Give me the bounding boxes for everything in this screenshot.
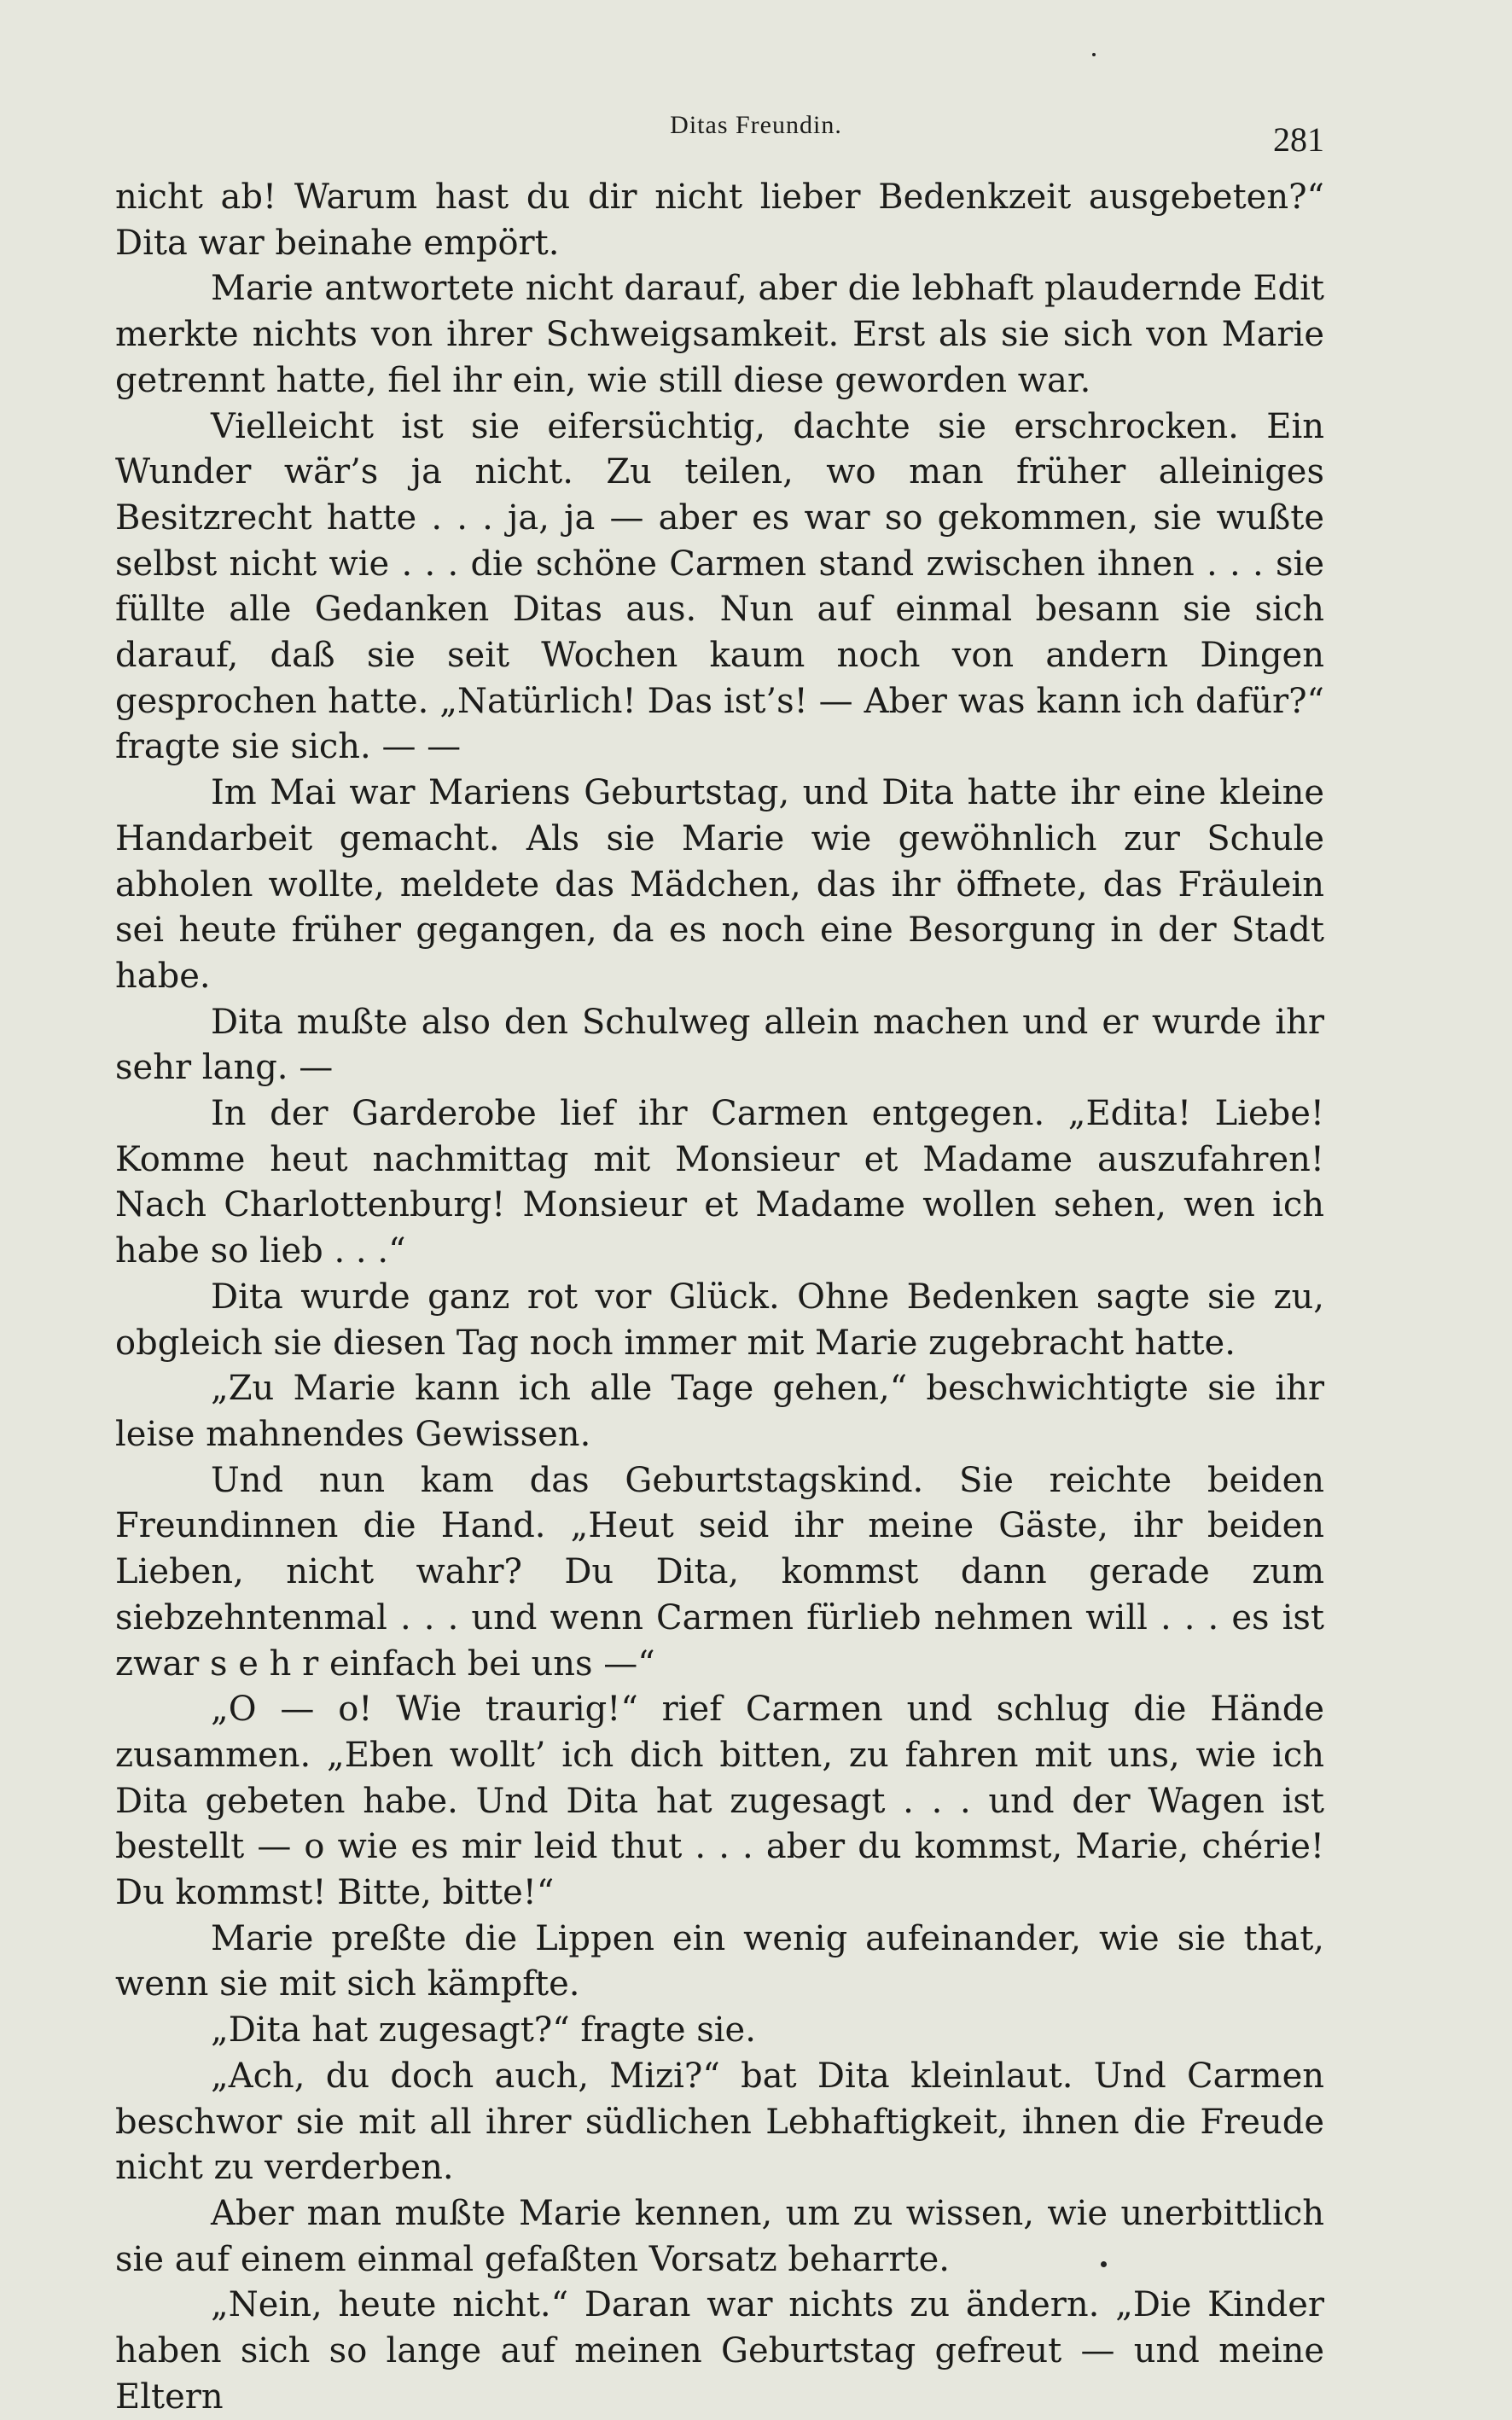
- paragraph: Aber man mußte Marie kennen, um zu wissen, wie unerbittlich sie auf einem einmal gefaßten Vorsatz beharrte.: [115, 2193, 1324, 2279]
- paragraph: Und nun kam das Geburtstagskind. Sie reichte beiden Freundinnen die Hand. „Heut seid ihr meine Gäste, ihr beiden Lieben, nicht wahr? Du Dita, kommst dann gerade zum siebzehntenmal . . . und wenn Carmen fürlieb nehmen will . . . es ist zwar s e h r einfach bei uns —“: [115, 1460, 1324, 1684]
- page-number: 281: [1273, 120, 1324, 159]
- running-title: Ditas Freundin.: [670, 111, 842, 139]
- paragraph: Dita wurde ganz rot vor Glück. Ohne Bedenken sagte sie zu, obgleich sie diesen Tag noch immer mit Marie zugebracht hatte.: [115, 1277, 1324, 1363]
- paragraph: „Dita hat zugesagt?“ fragte sie.: [211, 2010, 756, 2051]
- paragraph: nicht ab! Warum hast du dir nicht lieber Bedenkzeit ausgebeten?“ Dita war beinahe empört.: [115, 177, 1324, 263]
- paragraph: Marie preßte die Lippen ein wenig aufeinander, wie sie that, wenn sie mit sich kämpfte.: [115, 1918, 1324, 2004]
- paragraph: „Nein, heute nicht.“ Daran war nichts zu ändern. „Die Kinder haben sich so lange auf meinen Geburtstag gefreut — und meine Eltern: [115, 2285, 1324, 2417]
- print-speck: [1092, 53, 1096, 56]
- body-text: [115, 175, 1324, 2420]
- paragraph: „Ach, du doch auch, Mizi?“ bat Dita kleinlaut. Und Carmen beschwor sie mit all ihrer südlichen Lebhaftigkeit, ihnen die Freude nicht zu verderben.: [115, 2056, 1324, 2188]
- paragraph: „Zu Marie kann ich alle Tage gehen,“ beschwichtigte sie ihr leise mahnendes Gewissen.: [115, 1369, 1324, 1454]
- paragraph: Vielleicht ist sie eifersüchtig, dachte sie erschrocken. Ein Wunder wär’s ja nicht. Zu teilen, wo man früher alleiniges Besitzrecht hatte . . . ja, ja — aber es war so gekommen, sie wußte selbst nicht wie . . . die schöne Carmen stand zwischen ihnen . . . sie füllte alle Gedanken Ditas aus. Nun auf einmal besann sie sich darauf, daß sie seit Wochen kaum noch von andern Dingen gesprochen hatte. „Natürlich! Das ist’s! — Aber was kann ich dafür?“ fragte sie sich. — —: [115, 406, 1324, 767]
- paragraph: Im Mai war Mariens Geburtstag, und Dita hatte ihr eine kleine Handarbeit gemacht. Als sie Marie wie gewöhnlich zur Schule abholen wollte, meldete das Mädchen, das ihr öffnete, das Fräulein sei heute früher gegangen, da es noch eine Besorgung in der Stadt habe.: [115, 773, 1324, 996]
- paragraph: „O — o! Wie traurig!“ rief Carmen und schlug die Hände zusammen. „Eben wollt’ ich dich bitten, zu fahren mit uns, wie ich Dita gebeten habe. Und Dita hat zugesagt . . . und der Wagen ist bestellt — o wie es mir leid thut . . . aber du kommst, Marie, chérie! Du kommst! Bitte, bitte!“: [115, 1690, 1324, 1913]
- paragraph: Marie antwortete nicht darauf, aber die lebhaft plaudernde Edit merkte nichts von ihrer Schweigsamkeit. Erst als sie sich von Marie getrennt hatte, fiel ihr ein, wie still diese geworden war.: [115, 269, 1324, 400]
- print-speck: [1101, 2261, 1107, 2267]
- paragraph: Dita mußte also den Schulweg allein machen und er wurde ihr sehr lang. —: [115, 1002, 1324, 1088]
- paragraph: In der Garderobe lief ihr Carmen entgegen. „Edita! Liebe! Komme heut nachmittag mit Monsieur et Madame auszufahren! Nach Charlottenburg! Monsieur et Madame wollen sehen, wen ich habe so lieb . . .“: [115, 1094, 1324, 1271]
